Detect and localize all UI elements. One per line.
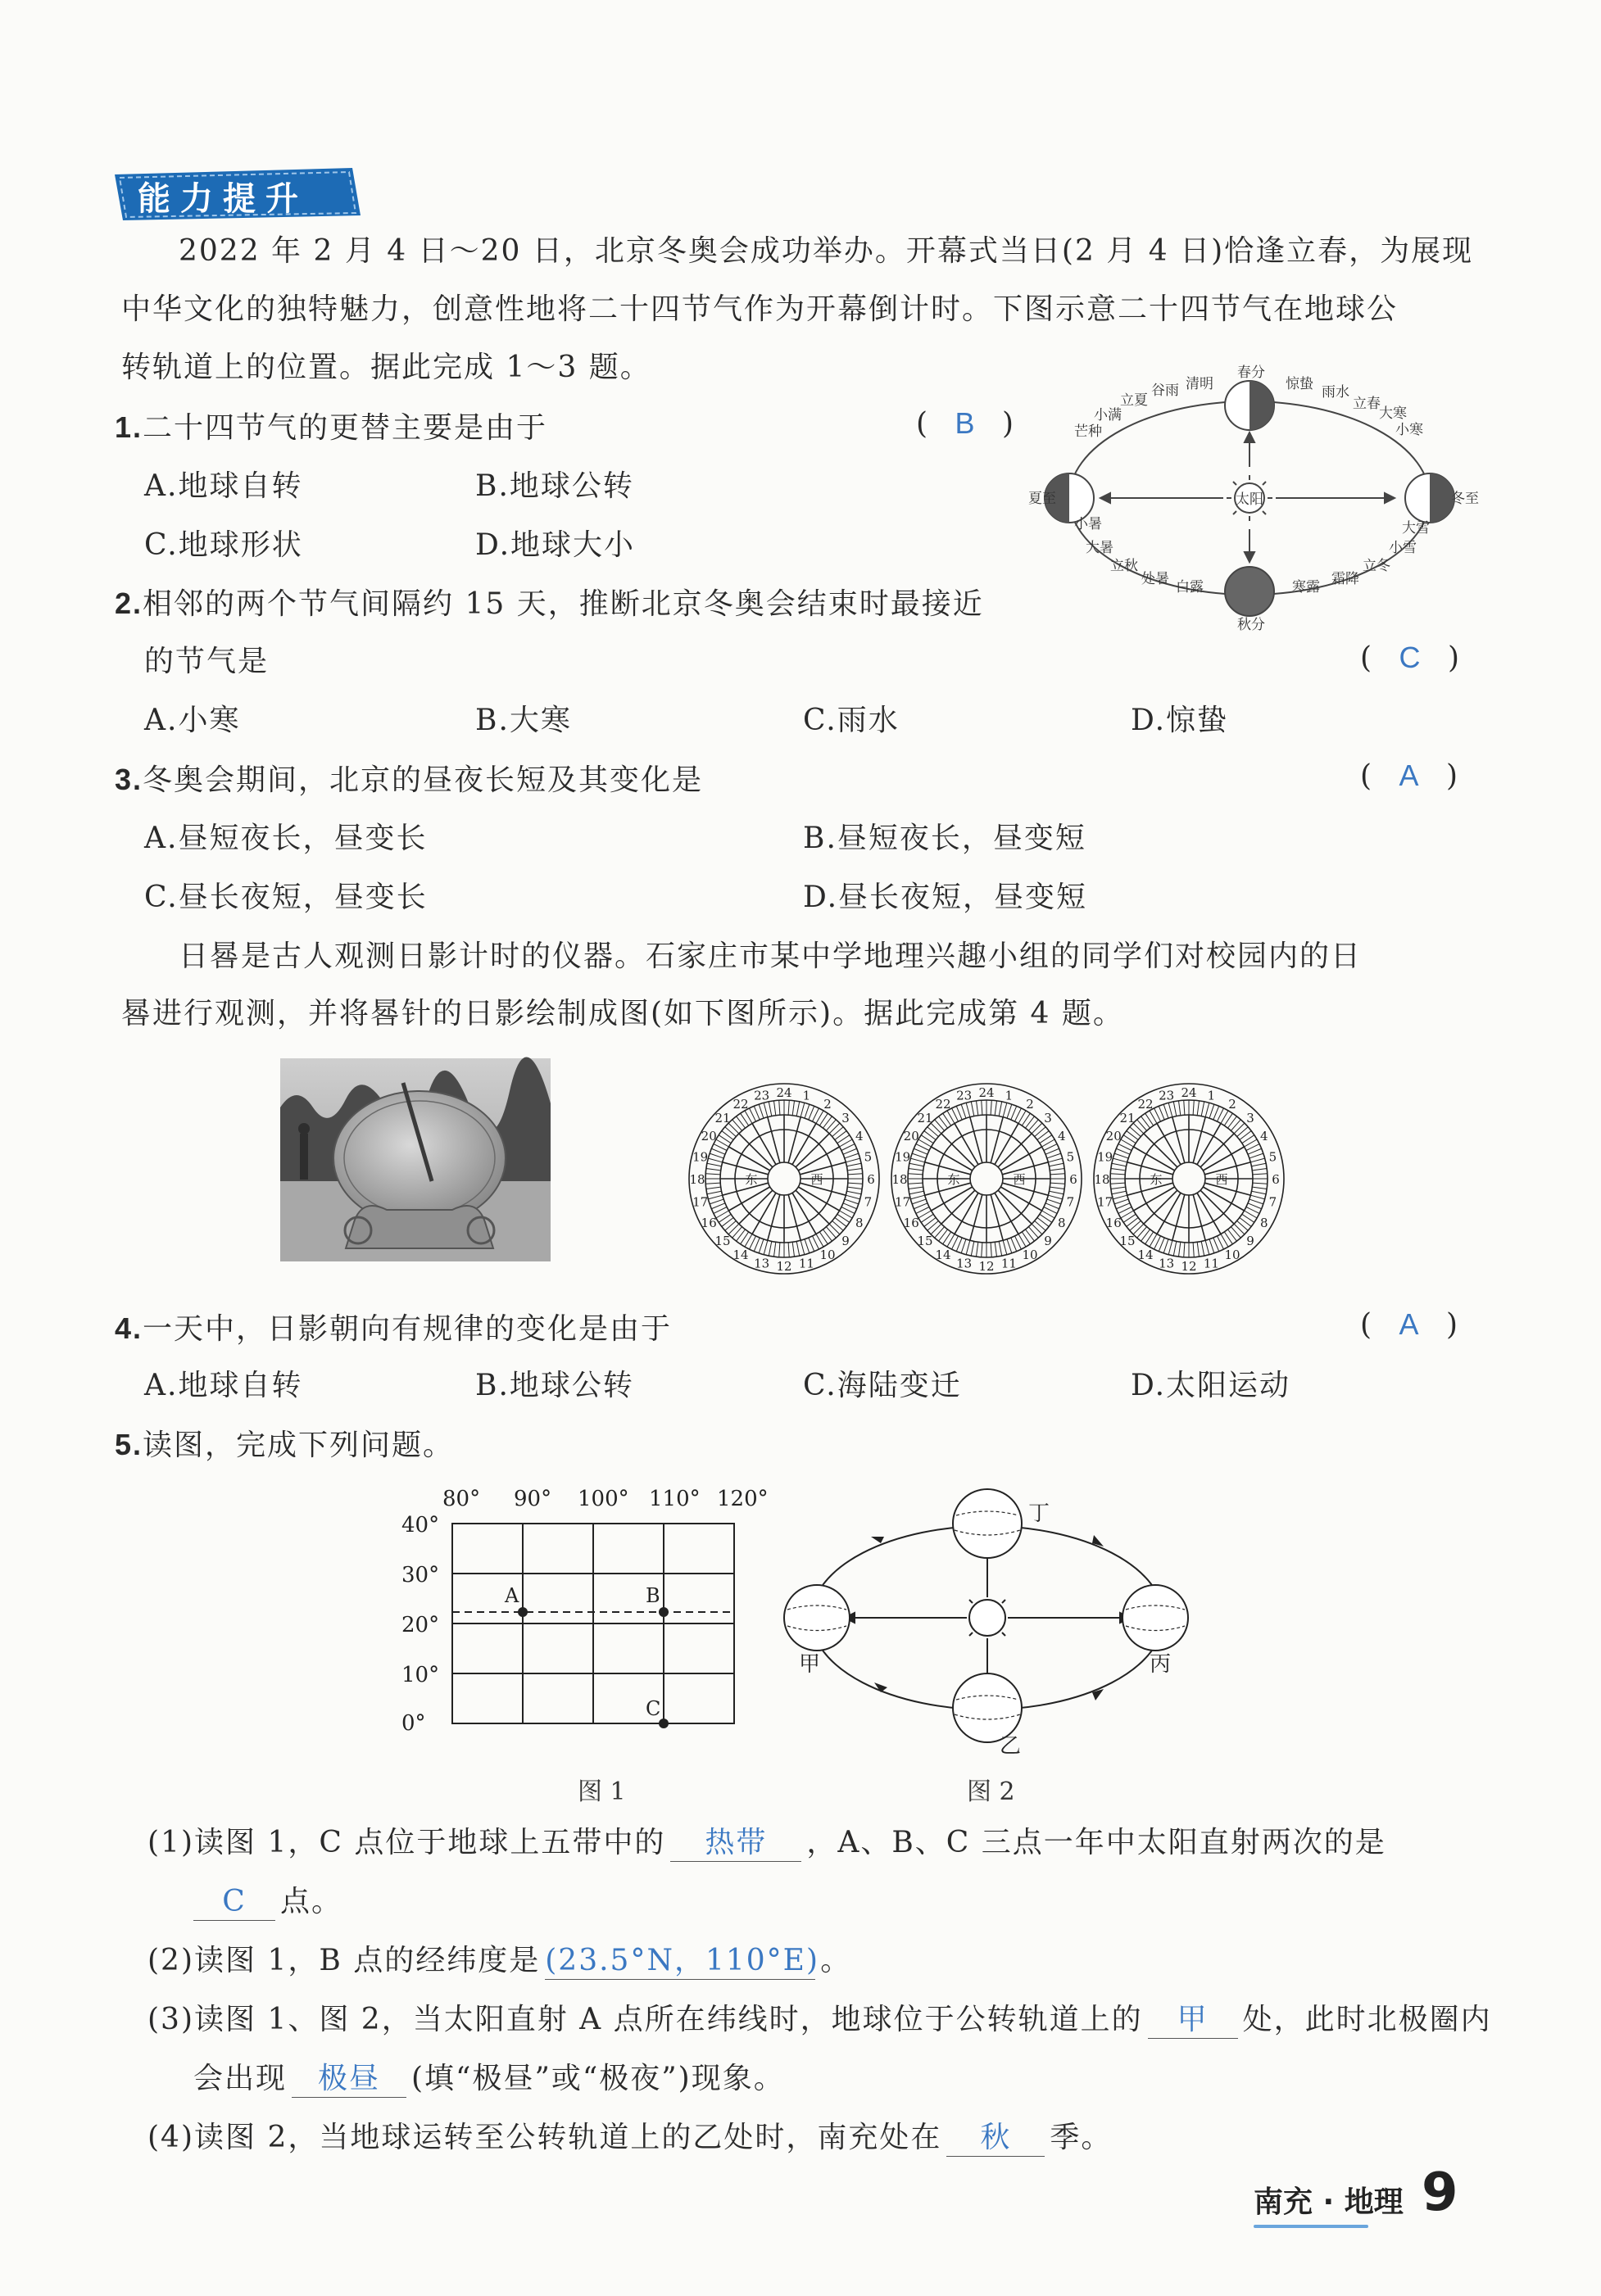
sundial-dial-1	[685, 1080, 883, 1278]
q1-option-b: B.地球公转	[475, 469, 634, 503]
dial-hour-label: 20	[701, 1129, 717, 1143]
svg-text:90°: 90°	[514, 1487, 552, 1511]
q1-option-d: D.地球大小	[475, 528, 636, 562]
svg-text:白露: 白露	[1176, 579, 1204, 596]
sundial-dial-3	[1090, 1080, 1288, 1278]
dial-hour-label: 3	[841, 1111, 850, 1125]
q2-option-d: D.惊蛰	[1131, 704, 1229, 737]
dial-hour-label: 21	[917, 1111, 933, 1125]
q5-sub3-line-2: 会出现 极昼 (填“极昼”或“极夜”)现象。	[193, 2061, 785, 2098]
svg-text:夏至: 夏至	[1028, 491, 1056, 507]
dial-hour-label: 9	[841, 1234, 850, 1248]
q4-option-b: B.地球公转	[475, 1369, 634, 1402]
q3-answer-paren: ( A )	[1360, 759, 1458, 793]
svg-text:谷雨: 谷雨	[1151, 383, 1179, 399]
svg-text:小雪: 小雪	[1389, 540, 1417, 556]
figure-1-grid-map	[401, 1474, 787, 1745]
q5-sub1-answer-2: C	[193, 1884, 275, 1921]
dial-hour-label: 14	[1137, 1247, 1154, 1262]
svg-text:A: A	[505, 1584, 519, 1607]
dial-hour-label: 13	[754, 1256, 770, 1271]
dial-hour-label: 15	[714, 1234, 731, 1248]
q5-sub1-line-1: (1)读图 1，C 点位于地球上五带中的 热带 ，A、B、C 三点一年中太阳直射两次的是	[147, 1825, 1386, 1862]
dial-west-label: 西	[810, 1172, 823, 1187]
svg-text:丙: 丙	[1150, 1652, 1172, 1677]
dial-hour-label: 7	[1268, 1194, 1277, 1210]
section-header	[115, 168, 361, 220]
q1-answer-paren: ( B )	[916, 406, 1014, 441]
q4-answer-paren: ( A )	[1360, 1307, 1458, 1342]
dial-hour-label: 16	[701, 1216, 717, 1230]
dial-hour-label: 16	[903, 1216, 919, 1230]
dial-hour-label: 17	[895, 1194, 911, 1210]
dial-hour-label: 19	[895, 1149, 911, 1165]
dial-hour-label: 5	[864, 1149, 873, 1165]
dial-hour-label: 20	[903, 1129, 919, 1143]
sun-icon	[1227, 475, 1272, 521]
q5-sub3-line-1: (3)读图 1、图 2，当太阳直射 A 点所在纬线时，地球位于公转轨道上的 甲 处，此时北极圈内	[147, 2002, 1492, 2039]
intro-line-1: 2022 年 2 月 4 日～20 日，北京冬奥会成功举办。开幕式当日(2 月 4 日)恰逢立春，为展现	[179, 234, 1474, 268]
sundial-photo	[280, 1058, 551, 1261]
svg-text:丁: 丁	[1028, 1501, 1050, 1526]
svg-text:清明: 清明	[1186, 376, 1213, 392]
dial-hour-label: 18	[689, 1172, 705, 1187]
q5-sub2-answer: (23.5°N，110°E)	[545, 1943, 815, 1980]
svg-text:40°: 40°	[401, 1513, 440, 1537]
intro2-line-2: 晷进行观测，并将晷针的日影绘制成图(如下图所示)。据此完成第 4 题。	[121, 997, 1124, 1030]
dial-hour-label: 4	[1260, 1129, 1268, 1143]
svg-text:30°: 30°	[401, 1563, 440, 1587]
q4-stem: 4.一天中，日影朝向有规律的变化是由于	[115, 1311, 673, 1346]
dial-hour-label: 22	[935, 1097, 951, 1112]
q5-sub1-answer-1: 热带	[670, 1825, 801, 1862]
dial-hour-label: 22	[1137, 1097, 1154, 1112]
q3-option-d: D.昼长夜短，昼变短	[803, 881, 1088, 914]
svg-text:10°: 10°	[401, 1663, 440, 1687]
dial-hour-label: 10	[1022, 1247, 1038, 1262]
dial-hour-label: 8	[855, 1216, 864, 1230]
page-number: 9	[1422, 2162, 1458, 2223]
dial-hour-label: 6	[1069, 1172, 1077, 1187]
q4-option-a: A.地球自转	[144, 1369, 303, 1402]
q4-option-d: D.太阳运动	[1131, 1369, 1291, 1402]
footer-label: 南充 · 地理	[1254, 2185, 1404, 2219]
dial-hour-label: 22	[732, 1097, 749, 1112]
dial-hour-label: 11	[1203, 1256, 1219, 1271]
q3-option-a: A.昼短夜长，昼变长	[144, 822, 428, 855]
dial-hour-label: 9	[1044, 1234, 1052, 1248]
q2-option-b: B.大寒	[475, 704, 572, 737]
dial-hour-label: 24	[776, 1085, 792, 1100]
dial-hour-label: 23	[956, 1088, 973, 1103]
q5-sub4-answer: 秋	[946, 2120, 1045, 2157]
q1-stem: 1.二十四节气的更替主要是由于	[115, 410, 548, 445]
dial-hour-label: 20	[1105, 1129, 1122, 1143]
dial-hour-label: 9	[1246, 1234, 1254, 1248]
svg-text:寒露: 寒露	[1292, 579, 1320, 596]
q2-stem-line-1: 2.相邻的两个节气间隔约 15 天，推断北京冬奥会结束时最接近	[115, 586, 984, 621]
sundial-dial-2	[887, 1080, 1086, 1278]
svg-text:大寒: 大寒	[1379, 405, 1407, 422]
svg-text:惊蛰: 惊蛰	[1286, 376, 1313, 392]
intro-line-2: 中华文化的独特魅力，创意性地将二十四节气作为开幕倒计时。下图示意二十四节气在地球公	[121, 292, 1399, 326]
q1-option-c: C.地球形状	[144, 528, 303, 562]
dial-hour-label: 6	[867, 1172, 875, 1187]
q3-answer: A	[1399, 759, 1419, 792]
q5-sub1-line-2: C 点。	[193, 1884, 342, 1921]
svg-text:120°: 120°	[717, 1487, 769, 1511]
svg-text:春分: 春分	[1237, 365, 1265, 381]
svg-text:80°: 80°	[442, 1487, 481, 1511]
svg-text:小寒: 小寒	[1395, 422, 1423, 438]
dial-hour-label: 10	[1224, 1247, 1240, 1262]
dial-hour-label: 2	[1026, 1097, 1034, 1112]
figure-2-orbit	[782, 1483, 1192, 1759]
dial-hour-label: 3	[1044, 1111, 1052, 1125]
svg-text:太阳: 太阳	[1236, 491, 1263, 508]
dial-hour-label: 2	[823, 1097, 832, 1112]
q3-option-c: C.昼长夜短，昼变长	[144, 881, 428, 914]
q2-option-a: A.小寒	[144, 704, 241, 737]
q1-option-a: A.地球自转	[144, 469, 303, 503]
dial-hour-label: 1	[1005, 1088, 1014, 1103]
svg-text:110°: 110°	[649, 1487, 701, 1511]
dial-hour-label: 23	[1159, 1088, 1175, 1103]
dial-hour-label: 17	[692, 1194, 709, 1210]
dial-hour-label: 8	[1058, 1216, 1066, 1230]
q5-sub3-answer-2: 极昼	[292, 2061, 406, 2098]
q2-answer: C	[1399, 641, 1421, 674]
dial-hour-label: 4	[855, 1129, 864, 1143]
q5-stem: 5.读图，完成下列问题。	[115, 1428, 455, 1462]
q1-answer: B	[955, 406, 975, 440]
dial-hour-label: 12	[1181, 1259, 1197, 1274]
dial-hour-label: 17	[1097, 1194, 1113, 1210]
svg-text:立春: 立春	[1353, 396, 1381, 412]
svg-text:100°: 100°	[578, 1487, 629, 1511]
dial-hour-label: 18	[891, 1172, 908, 1187]
dial-hour-label: 3	[1246, 1111, 1254, 1125]
q5-sub3-answer-1: 甲	[1148, 2002, 1238, 2039]
dial-hour-label: 2	[1228, 1097, 1236, 1112]
q2-stem-line-2: 的节气是	[144, 645, 270, 678]
dial-hour-label: 18	[1094, 1172, 1110, 1187]
svg-text:20°: 20°	[401, 1613, 440, 1637]
dial-hour-label: 14	[935, 1247, 951, 1262]
solar-terms-diagram	[1028, 360, 1479, 633]
dial-hour-label: 5	[1268, 1149, 1277, 1165]
dial-hour-label: 11	[1000, 1256, 1017, 1271]
svg-text:甲: 甲	[799, 1652, 821, 1677]
dial-hour-label: 24	[978, 1085, 995, 1100]
sun-icon	[962, 1592, 1013, 1643]
dial-hour-label: 23	[754, 1088, 770, 1103]
dial-hour-label: 7	[1066, 1194, 1075, 1210]
dial-hour-label: 19	[692, 1149, 709, 1165]
dial-hour-label: 13	[1159, 1256, 1175, 1271]
svg-text:霜降: 霜降	[1331, 571, 1359, 587]
dial-hour-label: 19	[1097, 1149, 1113, 1165]
dial-hour-label: 12	[978, 1259, 995, 1274]
dial-hour-label: 15	[1119, 1234, 1136, 1248]
q5-sub2: (2)读图 1，B 点的经纬度是 (23.5°N，110°E)。	[147, 1943, 851, 1980]
svg-text:立秋: 立秋	[1110, 558, 1138, 574]
dial-hour-label: 8	[1260, 1216, 1268, 1230]
svg-text:小暑: 小暑	[1074, 516, 1102, 532]
dial-hour-label: 21	[714, 1111, 731, 1125]
footer-underline	[1254, 2225, 1368, 2228]
q3-stem: 3.冬奥会期间，北京的昼夜长短及其变化是	[115, 763, 704, 797]
svg-text:小满: 小满	[1094, 407, 1122, 423]
dial-hour-label: 4	[1058, 1129, 1066, 1143]
dial-hour-label: 24	[1181, 1085, 1197, 1100]
svg-text:B: B	[646, 1584, 660, 1607]
dial-hour-label: 21	[1119, 1111, 1136, 1125]
svg-text:雨水: 雨水	[1322, 384, 1349, 401]
dial-hour-label: 1	[802, 1088, 811, 1103]
figure-2-caption: 图 2	[967, 1777, 1015, 1806]
svg-text:0°: 0°	[401, 1711, 426, 1736]
dial-hour-label: 11	[798, 1256, 814, 1271]
dial-hour-label: 13	[956, 1256, 973, 1271]
dial-hour-label: 15	[917, 1234, 933, 1248]
dial-hour-label: 6	[1272, 1172, 1280, 1187]
dial-east-label: 东	[1150, 1172, 1163, 1187]
q4-option-c: C.海陆变迁	[803, 1369, 962, 1402]
dial-hour-label: 12	[776, 1259, 792, 1274]
svg-text:冬至: 冬至	[1451, 491, 1479, 507]
svg-text:大暑: 大暑	[1086, 540, 1113, 556]
svg-text:处暑: 处暑	[1141, 571, 1169, 587]
q4-answer: A	[1399, 1307, 1419, 1341]
svg-text:立冬: 立冬	[1363, 558, 1390, 574]
q2-answer-paren: ( C )	[1360, 641, 1459, 675]
svg-text:乙: 乙	[1000, 1734, 1022, 1759]
figure-1-caption: 图 1	[578, 1777, 626, 1806]
svg-text:大雪: 大雪	[1402, 520, 1430, 537]
svg-text:立夏: 立夏	[1120, 392, 1148, 409]
dial-hour-label: 14	[732, 1247, 749, 1262]
dial-hour-label: 16	[1105, 1216, 1122, 1230]
dial-west-label: 西	[1013, 1172, 1026, 1187]
intro-line-3: 转轨道上的位置。据此完成 1～3 题。	[121, 351, 651, 384]
dial-hour-label: 7	[864, 1194, 873, 1210]
dial-east-label: 东	[947, 1172, 960, 1187]
dial-east-label: 东	[745, 1172, 758, 1187]
dial-hour-label: 1	[1207, 1088, 1216, 1103]
dial-hour-label: 5	[1066, 1149, 1075, 1165]
q5-sub4: (4)读图 2，当地球运转至公转轨道上的乙处时，南充处在 秋 季。	[147, 2120, 1112, 2157]
section-title: 能力提升	[138, 180, 308, 218]
svg-text:芒种: 芒种	[1074, 423, 1102, 440]
intro2-line-1: 日晷是古人观测日影计时的仪器。石家庄市某中学地理兴趣小组的同学们对校园内的日	[179, 940, 1363, 973]
q3-option-b: B.昼短夜长，昼变短	[803, 822, 1086, 855]
q2-option-c: C.雨水	[803, 704, 900, 737]
svg-text:秋分: 秋分	[1237, 617, 1265, 633]
svg-text:C: C	[646, 1697, 661, 1720]
dial-hour-label: 10	[819, 1247, 836, 1262]
dial-west-label: 西	[1215, 1172, 1228, 1187]
